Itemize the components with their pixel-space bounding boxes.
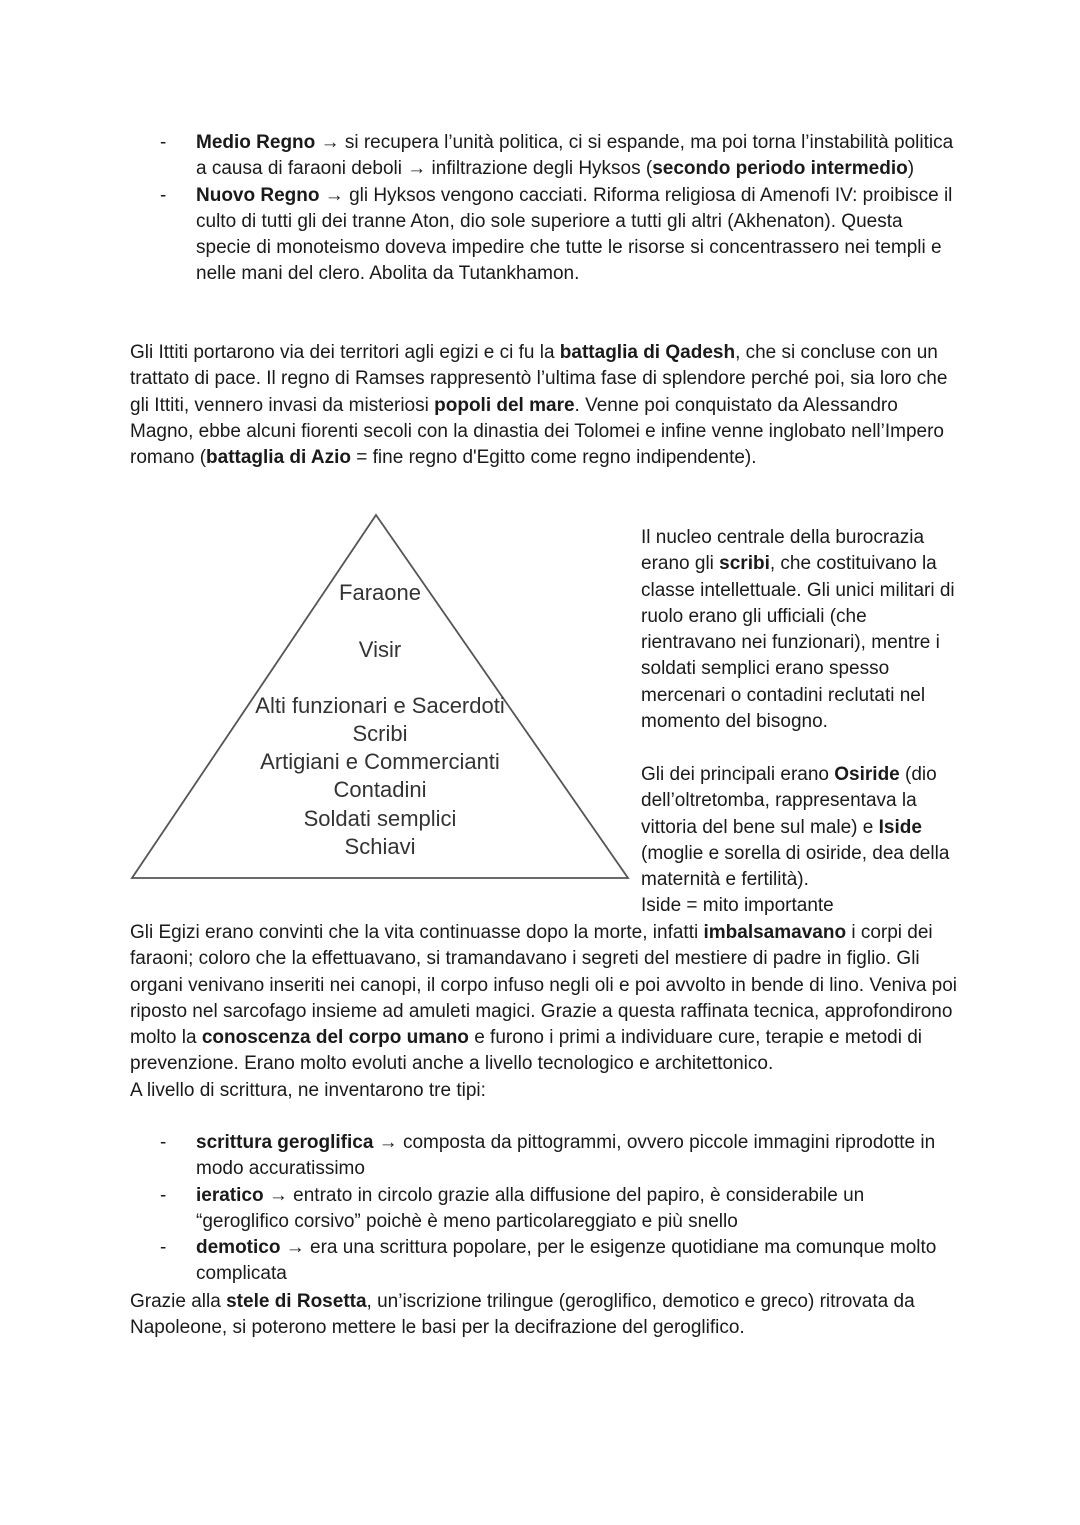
description: composta da pittogrammi, ovvero piccole immagini riprodotte in modo accuratissimo [196,1132,936,1180]
emphasis: battaglia di Qadesh [559,342,736,363]
text: = fine regno d'Egitto come regno indipendente). [351,447,757,469]
description: era una scrittura popolare, per le esigenze quotidiane ma comunque molto complicata [196,1237,937,1285]
note: Iside = mito importante [641,895,834,917]
text: Gli dei principali erano [641,764,835,785]
pyramid-level-scribi: Scribi [352,721,408,746]
emphasis: popoli del mare [434,394,575,416]
arrow-icon: → [378,1132,398,1153]
pyramid-level-soldati: Soldati semplici [303,806,457,831]
term: scrittura geroglifica [196,1132,374,1153]
text: , che costituivano la classe intellettuale. Gli unici militari di ruolo erano gli ufficiali (che rientravano nei funzionari), mentre i soldati semplici erano spesso mercenari o contadini reclutati nel momento del bisogno. [641,553,955,733]
text: Il nucleo centrale della burocrazia erano gli [641,527,925,575]
text: Gli Egizi erano convinti che la vita continuasse dopo la morte, infatti [130,922,704,943]
description-end: ) [907,158,915,180]
pyramid-level-schiavi: Schiavi [344,834,416,859]
list-bullet: - [160,1184,167,1206]
emphasis: imbalsamavano [703,922,847,943]
list-item [130,1183,960,1236]
emphasis: Iside [878,816,922,838]
list-item [130,130,960,183]
social-pyramid [128,510,632,885]
pyramid-level-visir: Visir [358,637,402,662]
periods-list [130,130,960,288]
term: demotico [196,1237,281,1259]
pyramid-level-faraone: Faraone [339,580,421,605]
text: (dio dell’oltretomba, rappresentava la vittoria del bene sul male) e [641,764,937,838]
bureaucracy-paragraph [641,525,961,735]
emphasis: conoscenza del corpo umano [201,1027,469,1049]
text: . Venne poi conquistato da Alessandro Magno, ebbe alcuni fiorenti secoli con la dinastia dei Tolomei e infine venne inglobato nell’Impero romano ( [130,394,944,469]
text: i corpi dei faraoni; coloro che la effettuavano, si tramandavano i segreti del mestiere di padre in figlio. Gli organi venivano inseriti nei canopi, il corpo infuso negli oli e poi avvolto in bende di lino. Veniva poi riposto nel sarcofago insieme ad amuleti magici. Grazie a questa raffinata tecnica, approfondirono molto la [130,922,958,1049]
description: entrato in circolo grazie alla diffusione del papiro, è considerabile un “geroglifico corsivo” poichè è meno particolareggiato e più snello [196,1184,865,1232]
emphasis: stele di Rosetta [226,1291,367,1312]
description: gli Hyksos vengono cacciati. Riforma religiosa di Amenofi IV: proibisce il culto di tutti gli dei tranne Aton, dio sole superiore a tutti gli altri (Akhenaton). Questa specie di monoteismo doveva impedire che tutte le risorse si concentrassero nei templi e nelle mani del clero. Abolita da Tutankhamon. [196,184,953,285]
pyramid-level-funzionari: Alti funzionari e Sacerdoti [255,693,505,718]
text: (moglie e sorella di osiride, dea della maternità e fertilità). [641,842,950,891]
arrow-icon: → [285,1237,305,1259]
list-bullet: - [160,184,167,206]
list-bullet: - [160,132,167,153]
list-item [130,1130,960,1183]
emphasis: scribi [719,553,770,575]
text: A livello di scrittura, ne inventarono tre tipi: [130,1079,486,1101]
text: Gli Ittiti portarono via dei territori agli egizi e ci fu la [130,342,560,363]
history-paragraph [130,340,960,471]
term: ieratico [196,1184,264,1206]
gods-paragraph [641,762,961,920]
rosetta-paragraph [130,1289,960,1342]
afterlife-paragraph [130,920,960,1104]
pyramid-level-artigiani: Artigiani e Commercianti [260,749,500,774]
text: , che si concluse con un trattato di pace. Il regno di Ramses rappresentò l’ultima fase di splendore perché poi, sia loro che gli Ittiti, vennero invasi da misteriosi [130,342,948,416]
list-bullet: - [160,1132,167,1153]
scripts-list [130,1130,960,1288]
list-bullet: - [160,1237,167,1259]
arrow-icon: → [324,184,344,206]
term: Medio Regno [196,132,316,153]
text: e furono i primi a individuare cure, terapie e metodi di prevenzione. Erano molto evoluti anche a livello tecnologico e architettonico. [130,1027,922,1075]
emphasis: secondo periodo intermedio [652,158,908,180]
text: Grazie alla [130,1291,227,1312]
pyramid-level-contadini: Contadini [333,777,427,802]
text: , un’iscrizione trilingue (geroglifico, demotico e greco) ritrovata da Napoleone, si poterono mettere le basi per la decifrazione del geroglifico. [130,1291,915,1339]
term: Nuovo Regno [196,184,320,206]
arrow-icon: → [268,1184,288,1206]
emphasis: Osiride [834,764,900,785]
emphasis: battaglia di Azio [206,447,351,469]
description: si recupera l’unità politica, ci si espande, ma poi torna l’instabilità politica a causa di faraoni deboli → infiltrazione degli Hyksos ( [196,132,954,180]
list-item [130,183,960,288]
list-item [130,1235,960,1288]
arrow-icon: → [320,132,340,153]
